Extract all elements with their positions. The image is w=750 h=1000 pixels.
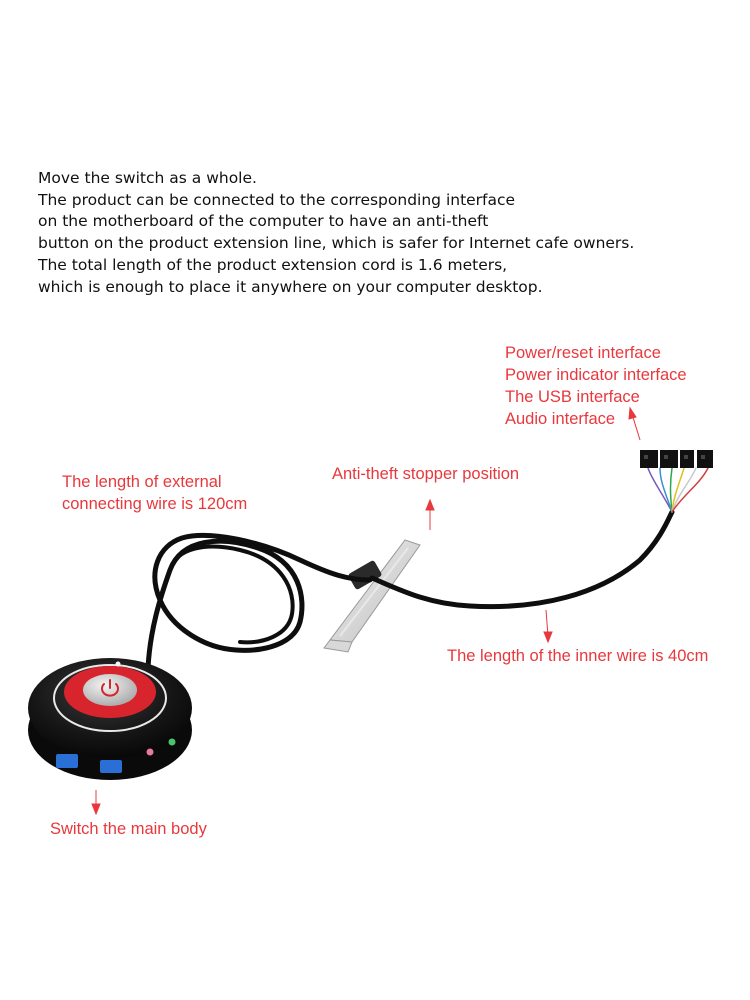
indicator-led-icon bbox=[116, 662, 121, 667]
interface-label: Power/reset interface bbox=[505, 344, 661, 362]
description-line: button on the product extension line, which is safer for Internet cafe owners. bbox=[38, 234, 635, 253]
switch-main-body bbox=[28, 658, 192, 780]
audio-jack-icon bbox=[169, 739, 176, 746]
power-button bbox=[83, 674, 137, 706]
interface-label: Audio interface bbox=[505, 410, 616, 428]
interface-label: Power indicator interface bbox=[505, 366, 687, 384]
usb-port-icon bbox=[100, 760, 122, 773]
inner-wire-callout: The length of the inner wire is 40cm bbox=[447, 647, 709, 665]
main-body-callout: Switch the main body bbox=[50, 820, 207, 838]
description-line: Move the switch as a whole. bbox=[38, 169, 257, 187]
inner-cable bbox=[372, 468, 708, 607]
external-wire-label: connecting wire is 120cm bbox=[62, 495, 248, 513]
interface-label: The USB interface bbox=[505, 388, 640, 406]
stopper-callout: Anti-theft stopper position bbox=[332, 465, 520, 483]
description-line: on the motherboard of the computer to have an anti-theft bbox=[38, 212, 489, 231]
description-line: which is enough to place it anywhere on your computer desktop. bbox=[38, 277, 543, 296]
interfaces-callout bbox=[505, 342, 687, 430]
description-line: The total length of the product extension cord is 1.6 meters, bbox=[38, 255, 508, 274]
usb-port-icon bbox=[56, 754, 78, 768]
pci-bracket bbox=[324, 540, 420, 652]
header-connectors bbox=[640, 450, 713, 468]
mic-jack-icon bbox=[147, 749, 154, 756]
external-wire-callout bbox=[62, 471, 247, 515]
external-wire-label: The length of external bbox=[62, 473, 222, 491]
description-line: The product can be connected to the corresponding interface bbox=[38, 190, 516, 209]
